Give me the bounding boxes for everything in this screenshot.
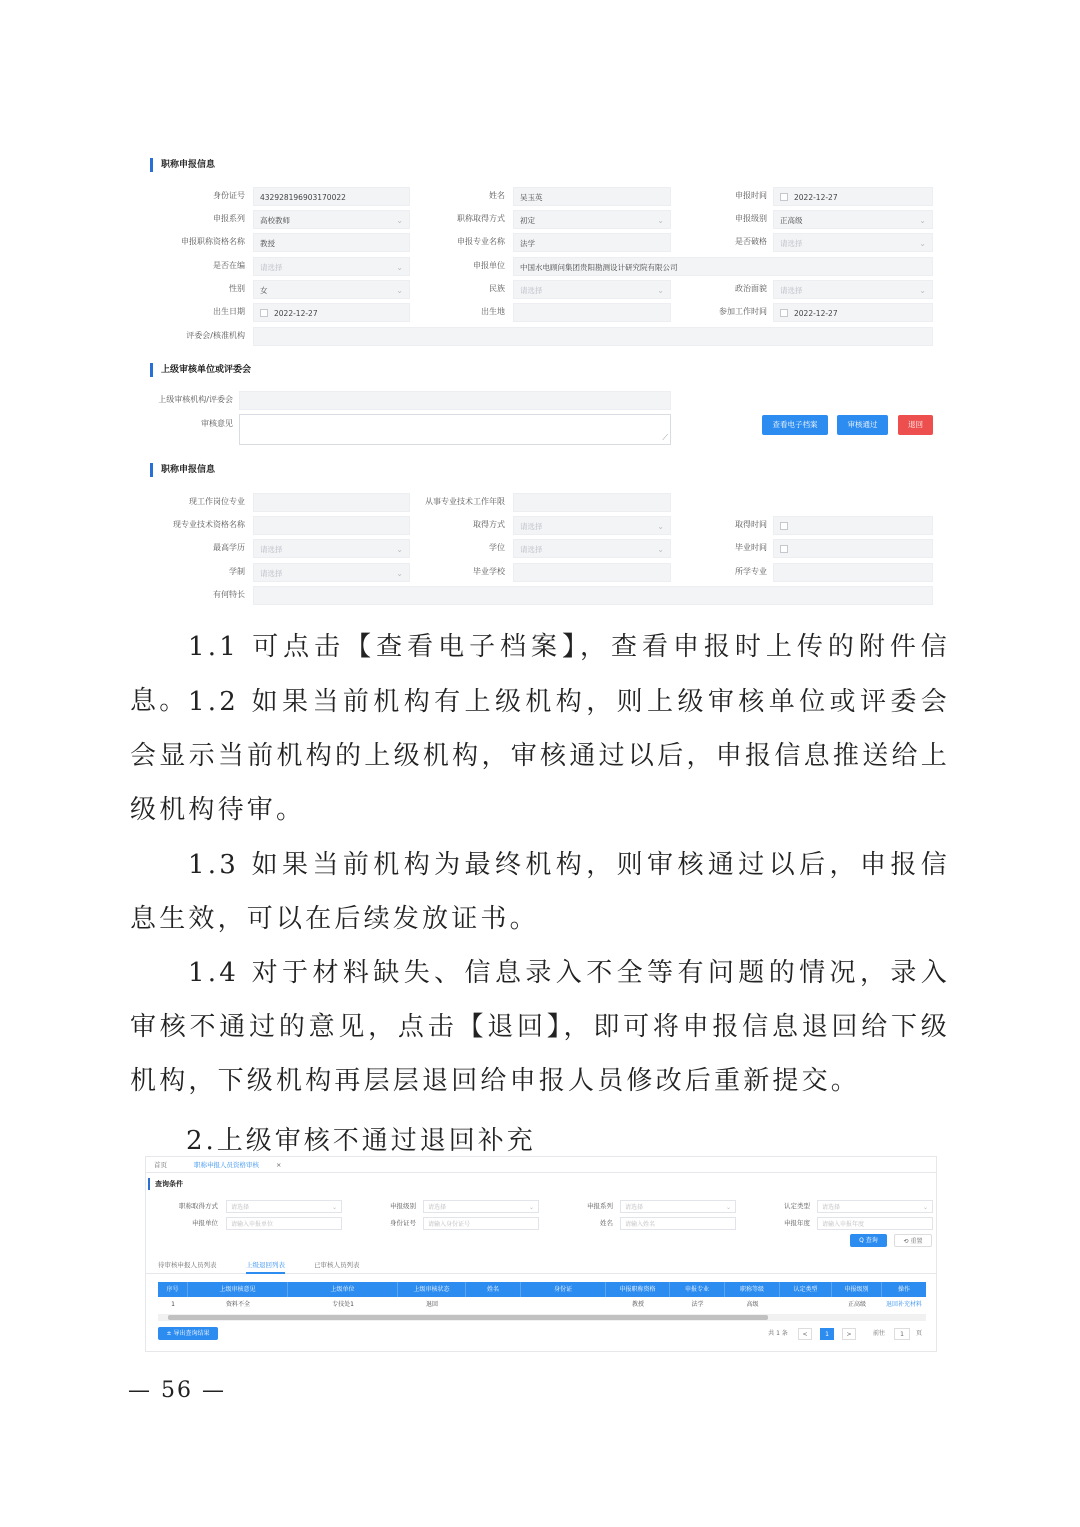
staff-label: 是否在编 [213,261,245,270]
chevron-down-icon: ⌄ [396,263,403,272]
section-title-apply-info: 职称申报信息 [150,158,215,172]
school-field[interactable] [513,563,671,582]
staff-value: 请选择 [260,263,283,272]
section-heading-2: 2.上级审核不通过退回补充 [186,1126,536,1156]
q-level-placeholder: 请选择 [428,1204,447,1211]
grad-time-label: 毕业时间 [735,543,767,552]
unit-field[interactable]: 中国水电顾问集团贵阳勘测设计研究院有限公司 [513,257,933,276]
school-system-value: 请选择 [260,569,283,578]
calendar-icon [780,193,788,201]
school-system-label: 学制 [229,567,245,576]
col-title: 申报职称资格 [606,1282,670,1297]
id-field[interactable]: 432928196903170022 [253,187,410,206]
specialty-label: 有何特长 [213,590,245,599]
q-type-select[interactable] [817,1200,933,1213]
review-form-screenshot [145,150,940,610]
school-system-select[interactable] [253,563,410,582]
q-year-label: 申报年度 [784,1219,810,1227]
get-time-field[interactable] [773,516,933,535]
school-label: 毕业学校 [473,567,505,576]
edu-label: 最高学历 [213,543,245,552]
cell-major: 法学 [691,1301,704,1308]
gender-select[interactable] [253,280,410,299]
series-label: 申报系列 [213,214,245,223]
resize-grip-icon[interactable]: ⟋ [662,433,668,442]
chevron-down-icon: ⌄ [725,1204,731,1211]
political-select[interactable] [773,280,933,299]
political-label: 政治面貌 [735,284,767,293]
unit-label: 申报单位 [473,261,505,270]
calendar-icon [260,309,268,317]
return-button[interactable]: 退回 [898,415,933,435]
exception-label: 是否破格 [735,237,767,246]
query-title: 查询条件 [148,1178,183,1190]
q-name-input[interactable]: 请输入姓名 [620,1217,736,1230]
chevron-down-icon: ⌄ [657,522,664,531]
horizontal-scrollbar[interactable] [158,1314,926,1321]
apply-time-value: 2022-12-27 [794,193,838,202]
q-name-label: 姓名 [600,1219,613,1227]
query-button[interactable]: Q 查询 [850,1234,887,1247]
col-major: 申报专业 [670,1282,725,1297]
tab-reviewed-list[interactable]: 已审核人员列表 [314,1261,360,1269]
cell-type [780,1298,832,1311]
political-value: 请选择 [780,286,803,295]
birthplace-field[interactable] [513,303,671,322]
chevron-down-icon: ⌄ [528,1204,534,1211]
cell-grade: 高级 [746,1301,759,1308]
goto-page-input[interactable]: 1 [894,1328,910,1340]
col-superior-opinion: 上级审核意见 [188,1282,288,1297]
section-title-superior: 上级审核单位或评委会 [150,363,251,377]
paragraph-1-4: 1.4 对于材料缺失、信息录入不全等有问题的情况，录入审核不通过的意见，点击【退回】，即可将申报信息退回给下级机构，下级机构再层层退回给申报人员修改后重新提交。 [130,958,950,1096]
cell-index: 1 [171,1301,175,1308]
q-acquire-placeholder: 请选择 [231,1204,250,1211]
specialty-field[interactable] [253,586,933,605]
cell-superior-unit: 专技处1 [332,1301,354,1308]
gender-value: 女 [260,286,268,295]
opinion-label: 审核意见 [201,419,233,428]
calendar-icon [780,522,788,530]
chevron-down-icon: ⌄ [657,286,664,295]
close-icon[interactable]: × [276,1161,282,1169]
tab-qualification-review[interactable]: 职称申报人员资格审核 [194,1161,259,1169]
page-1-button[interactable]: 1 [820,1328,834,1340]
edu-select[interactable] [253,539,410,558]
get-method-value: 请选择 [520,522,543,531]
work-start-label: 参加工作时间 [719,307,767,316]
work-start-field[interactable] [773,303,933,322]
q-level-select[interactable] [423,1200,539,1213]
cell-title: 教授 [631,1301,644,1308]
id-label: 身份证号 [213,191,245,200]
chevron-down-icon: ⌄ [396,216,403,225]
q-id-input[interactable]: 请输入身份证号 [423,1217,539,1230]
q-id-label: 身份证号 [390,1219,416,1227]
degree-value: 请选择 [520,545,543,554]
ethnic-select[interactable] [513,280,671,299]
tab-pending-list[interactable]: 待审核申报人员列表 [158,1261,217,1269]
superior-org-field[interactable] [239,391,671,410]
ethnic-value: 请选择 [520,286,543,295]
cell-superior-status: 退回 [425,1301,438,1308]
chevron-down-icon: ⌄ [396,545,403,554]
cell-id [521,1298,606,1311]
title-name-label: 申报职称资格名称 [181,237,245,246]
acquire-value: 初定 [520,216,535,225]
q-unit-input[interactable]: 请输入申报单位 [226,1217,342,1230]
table-row [158,1298,926,1311]
next-page-button[interactable]: > [842,1328,856,1340]
chevron-down-icon: ⌄ [922,1204,928,1211]
exception-select[interactable] [773,233,933,252]
major-field[interactable]: 法学 [513,233,671,252]
col-id: 身份证 [521,1282,606,1297]
page-tabs [146,1157,936,1173]
series-value: 高校教师 [260,216,290,225]
post-major-label: 现工作岗位专业 [189,497,245,506]
goto-label: 前往 [872,1330,885,1337]
level-label: 申报级别 [735,214,767,223]
col-superior-status: 上级审核状态 [398,1282,466,1297]
apply-time-label: 申报时间 [735,191,767,200]
apply-time-field[interactable] [773,187,933,206]
q-acquire-label: 职称取得方式 [179,1202,218,1210]
edu-value: 请选择 [260,545,283,554]
ethnic-label: 民族 [489,284,505,293]
birth-value: 2022-12-27 [274,309,318,318]
calendar-icon [780,309,788,317]
section-title-apply-info-2: 职称申报信息 [150,463,215,477]
series-select[interactable] [253,210,410,229]
col-superior-unit: 上级单位 [288,1282,398,1297]
page-unit-label: 页 [915,1330,922,1337]
title-name-field[interactable]: 教授 [253,233,410,252]
chevron-down-icon: ⌄ [396,286,403,295]
export-button[interactable]: ± 导出查询结果 [158,1327,218,1340]
cell-superior-opinion: 资料不全 [225,1301,250,1308]
scrollbar-thumb[interactable] [168,1315,768,1320]
chevron-down-icon: ⌄ [657,216,664,225]
degree-select[interactable] [513,539,671,558]
cell-name [466,1298,521,1311]
get-method-select[interactable] [513,516,671,535]
return-list-screenshot [145,1156,937,1352]
grad-time-field[interactable] [773,539,933,558]
chevron-down-icon: ⌄ [919,239,926,248]
cell-level: 正高级 [847,1301,866,1308]
acquire-label: 职称取得方式 [457,214,505,223]
tab-returned-list[interactable]: 上级退回列表 [246,1256,285,1274]
col-name: 姓名 [466,1282,521,1297]
chevron-down-icon: ⌄ [919,216,926,225]
view-archive-button[interactable]: 查看电子档案 [762,415,828,435]
q-type-label: 认定类型 [784,1202,810,1210]
gender-label: 性别 [229,284,245,293]
chevron-down-icon: ⌄ [657,545,664,554]
committee-field[interactable] [253,327,933,346]
paragraph-1-2: 1.2 如果当前机构有上级机构，则上级审核单位或评委会会显示当前机构的上级机构，审核通过以后，申报信息推送给上级机构待审。 [130,687,950,825]
study-major-label: 所学专业 [735,567,767,576]
chevron-down-icon: ⌄ [919,286,926,295]
q-acquire-select[interactable] [226,1200,342,1213]
post-major-field[interactable] [253,493,410,512]
get-method-label: 取得方式 [473,520,505,529]
total-count: 共 1 条 [768,1330,788,1337]
page-number: — 56 — [128,1378,226,1403]
chevron-down-icon: ⌄ [396,569,403,578]
level-select[interactable] [773,210,933,229]
calendar-icon [780,545,788,553]
paragraph-1-1: 1.1 可点击【查看电子档案】，查看申报时上传的附件信息。 [130,632,950,716]
col-index: 序号 [158,1282,188,1297]
acquire-select[interactable] [513,210,671,229]
prev-page-button[interactable]: < [798,1328,812,1340]
major-label: 申报专业名称 [457,237,505,246]
birth-field[interactable] [253,303,410,322]
work-start-value: 2022-12-27 [794,309,838,318]
name-field[interactable]: 吴玉英 [513,187,671,206]
get-time-label: 取得时间 [735,520,767,529]
q-series-label: 申报系列 [587,1202,613,1210]
years-label: 从事专业技术工作年限 [425,497,505,506]
chevron-down-icon: ⌄ [331,1204,337,1211]
staff-select[interactable] [253,257,410,276]
study-major-field[interactable] [773,563,933,582]
current-title-label: 现专业技术资格名称 [173,520,245,529]
col-grade: 职称等级 [725,1282,780,1297]
exception-value: 请选择 [780,239,803,248]
name-label: 姓名 [489,191,505,200]
birthplace-label: 出生地 [481,307,505,316]
col-action: 操作 [897,1286,910,1293]
tab-home[interactable]: 首页 [154,1161,167,1169]
paragraph-1-3: 1.3 如果当前机构为最终机构，则审核通过以后，申报信息生效，可以在后续发放证书。 [130,850,950,934]
level-value: 正高级 [780,216,803,225]
q-year-input[interactable]: 请输入申报年度 [817,1217,933,1230]
q-type-placeholder: 请选择 [822,1204,841,1211]
col-type: 认定类型 [780,1282,832,1297]
current-title-field[interactable] [253,516,410,535]
table-header [158,1282,926,1297]
q-series-select[interactable] [620,1200,736,1213]
committee-label: 评委会/核准机构 [186,331,245,340]
years-field[interactable] [513,493,671,512]
birth-label: 出生日期 [213,307,245,316]
degree-label: 学位 [489,543,505,552]
col-level: 申报级别 [832,1282,882,1297]
q-unit-label: 申报单位 [192,1219,218,1227]
list-tabs [146,1256,936,1274]
approve-button[interactable]: 审核通过 [837,415,888,435]
q-series-placeholder: 请选择 [625,1204,644,1211]
q-level-label: 申报级别 [390,1202,416,1210]
return-supplement-link[interactable]: 退回补充材料 [885,1301,922,1308]
opinion-textarea[interactable] [239,414,671,445]
superior-org-label: 上级审核机构/评委会 [158,395,233,404]
reset-button[interactable]: ⟲ 重置 [894,1234,932,1247]
